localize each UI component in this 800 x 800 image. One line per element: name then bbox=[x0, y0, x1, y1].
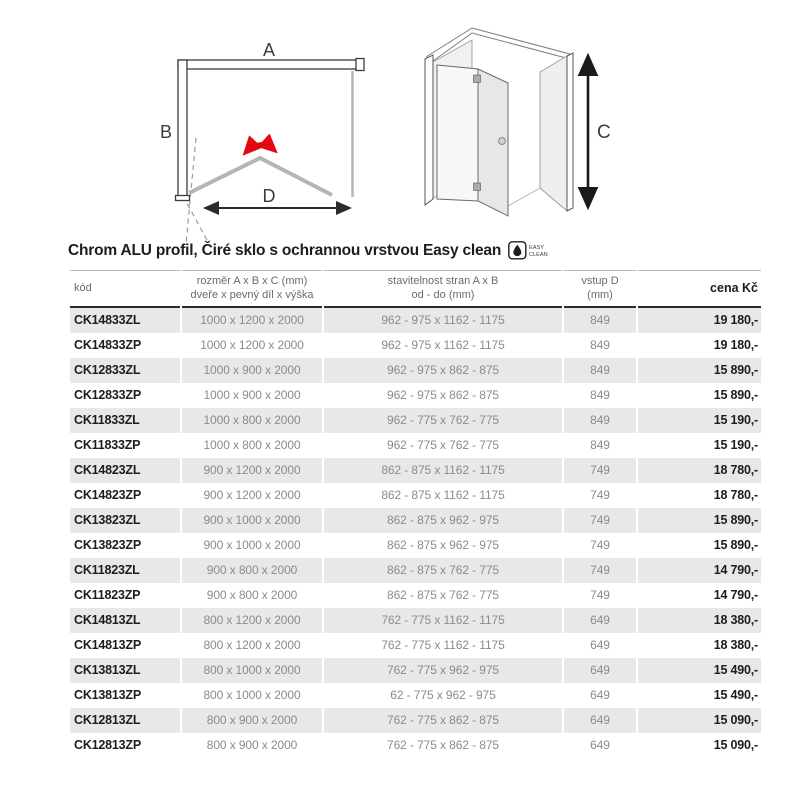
table-row bbox=[70, 508, 761, 533]
header-vstup bbox=[564, 270, 636, 308]
header-stavitelnost bbox=[324, 270, 562, 308]
cell-stavitelnost: 762 - 775 x 962 - 975 bbox=[324, 658, 562, 683]
cell-rozmer: 1000 x 900 x 2000 bbox=[203, 388, 301, 403]
cell-vstup: 649 bbox=[590, 638, 610, 653]
left-wall-strip bbox=[425, 55, 433, 205]
cell-rozmer: 1000 x 1200 x 2000 bbox=[182, 308, 322, 333]
badge-text-easy: EASY bbox=[529, 245, 545, 252]
label-b: B bbox=[159, 122, 173, 142]
price-table-body bbox=[70, 308, 761, 758]
cell-vstup: 849 bbox=[564, 308, 636, 333]
folding-door-top-view-diagram bbox=[60, 20, 400, 252]
cell-stavitelnost: 762 - 775 x 1162 - 1175 bbox=[324, 608, 562, 633]
label-d: D bbox=[262, 186, 276, 206]
cell-stavitelnost: 762 - 775 x 1162 - 1175 bbox=[381, 638, 505, 653]
cell-cena: 15 490,- bbox=[638, 658, 761, 683]
cell-rozmer: 1000 x 800 x 2000 bbox=[203, 438, 301, 453]
floor-edge-line bbox=[508, 188, 540, 206]
cell-vstup: 749 bbox=[564, 508, 636, 533]
cell-rozmer: 800 x 900 x 2000 bbox=[206, 738, 298, 753]
label-a: A bbox=[262, 40, 276, 60]
cell-vstup: 649 bbox=[590, 688, 610, 703]
cell-vstup: 749 bbox=[590, 588, 610, 603]
header-rozmer-line1: rozměr A x B x C (mm) bbox=[196, 275, 308, 287]
cell-kod: CK11823ZL bbox=[70, 558, 180, 583]
cell-kod: CK12833ZL bbox=[70, 358, 180, 383]
cell-vstup: 849 bbox=[564, 408, 636, 433]
cell-kod: CK14833ZP bbox=[74, 338, 141, 353]
cell-stavitelnost: 862 - 875 x 1162 - 1175 bbox=[381, 488, 505, 503]
cell-rozmer: 900 x 1000 x 2000 bbox=[182, 508, 322, 533]
cell-vstup: 749 bbox=[590, 488, 610, 503]
cell-vstup: 749 bbox=[564, 558, 636, 583]
cell-cena: 15 090,- bbox=[713, 738, 758, 753]
cell-rozmer: 900 x 1200 x 2000 bbox=[203, 488, 301, 503]
cell-cena: 19 180,- bbox=[638, 308, 761, 333]
table-row bbox=[70, 583, 761, 608]
header-stavitelnost-line2: od - do (mm) bbox=[411, 289, 475, 302]
cell-stavitelnost: 962 - 975 x 1162 - 1175 bbox=[324, 308, 562, 333]
cell-kod: CK13813ZP bbox=[74, 688, 141, 703]
cell-cena: 15 190,- bbox=[638, 408, 761, 433]
door-hinge-panel bbox=[437, 65, 478, 201]
cell-stavitelnost: 62 - 775 x 962 - 975 bbox=[390, 688, 496, 703]
door-knob-icon bbox=[499, 138, 506, 145]
cell-kod: CK11833ZP bbox=[74, 438, 141, 453]
cell-rozmer: 1000 x 900 x 2000 bbox=[182, 358, 322, 383]
top-wall-profile bbox=[178, 59, 364, 71]
cell-stavitelnost: 862 - 875 x 762 - 775 bbox=[387, 588, 499, 603]
swing-arrow-icon bbox=[247, 143, 273, 151]
cell-stavitelnost: 862 - 875 x 962 - 975 bbox=[324, 508, 562, 533]
cell-vstup: 849 bbox=[564, 358, 636, 383]
table-row bbox=[70, 733, 761, 758]
cell-rozmer: 800 x 1000 x 2000 bbox=[203, 688, 301, 703]
cell-cena: 18 780,- bbox=[638, 458, 761, 483]
cell-kod: CK12813ZL bbox=[70, 708, 180, 733]
cell-vstup: 749 bbox=[590, 538, 610, 553]
table-row bbox=[70, 408, 761, 433]
cell-rozmer: 800 x 900 x 2000 bbox=[182, 708, 322, 733]
cell-rozmer: 900 x 1200 x 2000 bbox=[182, 458, 322, 483]
cell-cena: 15 890,- bbox=[713, 388, 758, 403]
header-cena bbox=[638, 270, 761, 308]
table-row bbox=[70, 608, 761, 633]
label-c: C bbox=[597, 122, 611, 143]
cell-kod: CK12833ZP bbox=[74, 388, 141, 403]
folding-door-panels bbox=[189, 158, 332, 195]
cell-vstup: 649 bbox=[564, 608, 636, 633]
badge-text-clean: CLEAN bbox=[529, 252, 548, 258]
cell-cena: 15 890,- bbox=[713, 538, 758, 553]
table-row bbox=[70, 533, 761, 558]
left-wall-profile bbox=[176, 60, 190, 201]
cell-kod: CK11833ZL bbox=[70, 408, 180, 433]
table-row bbox=[70, 458, 761, 483]
cell-kod: CK13823ZP bbox=[74, 538, 141, 553]
header-rozmer-line2: dveře x pevný díl x výška bbox=[190, 289, 314, 302]
cell-cena: 14 790,- bbox=[713, 588, 758, 603]
table-row bbox=[70, 358, 761, 383]
cell-stavitelnost: 962 - 775 x 762 - 775 bbox=[324, 408, 562, 433]
cell-stavitelnost: 962 - 775 x 762 - 775 bbox=[387, 438, 499, 453]
price-table-header-row bbox=[70, 270, 761, 308]
section-title-row bbox=[68, 241, 556, 260]
header-kod-label: kód bbox=[74, 282, 92, 295]
cell-vstup: 849 bbox=[590, 438, 610, 453]
cell-vstup: 749 bbox=[564, 458, 636, 483]
cell-cena: 15 090,- bbox=[638, 708, 761, 733]
table-row bbox=[70, 308, 761, 333]
cell-kod: CK11823ZP bbox=[74, 588, 141, 603]
cell-kod: CK13813ZL bbox=[70, 658, 180, 683]
table-row bbox=[70, 383, 761, 408]
cell-rozmer: 1000 x 1200 x 2000 bbox=[200, 338, 304, 353]
shower-enclosure-3d-diagram bbox=[400, 15, 640, 243]
table-row bbox=[70, 333, 761, 358]
cell-kod: CK14833ZL bbox=[70, 308, 180, 333]
cell-stavitelnost: 762 - 775 x 862 - 875 bbox=[324, 708, 562, 733]
header-rozmer bbox=[182, 270, 322, 308]
cell-rozmer: 900 x 800 x 2000 bbox=[182, 558, 322, 583]
cell-cena: 18 780,- bbox=[713, 488, 758, 503]
price-table-wrap bbox=[68, 270, 763, 758]
cell-vstup: 649 bbox=[564, 658, 636, 683]
table-row bbox=[70, 708, 761, 733]
cell-vstup: 849 bbox=[590, 388, 610, 403]
table-row bbox=[70, 558, 761, 583]
cell-rozmer: 900 x 800 x 2000 bbox=[206, 588, 298, 603]
cell-stavitelnost: 962 - 975 x 862 - 875 bbox=[387, 388, 499, 403]
table-row bbox=[70, 433, 761, 458]
cell-stavitelnost: 862 - 875 x 762 - 775 bbox=[324, 558, 562, 583]
cell-kod: CK12813ZP bbox=[74, 738, 141, 753]
cell-cena: 15 490,- bbox=[713, 688, 758, 703]
cell-rozmer: 800 x 1000 x 2000 bbox=[182, 658, 322, 683]
cell-stavitelnost: 862 - 875 x 1162 - 1175 bbox=[324, 458, 562, 483]
easy-clean-badge bbox=[508, 241, 556, 260]
price-table bbox=[68, 270, 763, 758]
header-vstup-line1: vstup D bbox=[581, 275, 619, 287]
cell-kod: CK14813ZL bbox=[70, 608, 180, 633]
table-row bbox=[70, 683, 761, 708]
table-row bbox=[70, 658, 761, 683]
cell-kod: CK14823ZP bbox=[74, 488, 141, 503]
cell-vstup: 849 bbox=[590, 338, 610, 353]
cell-rozmer: 800 x 1200 x 2000 bbox=[182, 608, 322, 633]
cell-rozmer: 800 x 1200 x 2000 bbox=[203, 638, 301, 653]
cell-kod: CK14813ZP bbox=[74, 638, 141, 653]
header-vstup-line2: (mm) bbox=[587, 289, 613, 302]
cell-stavitelnost: 762 - 775 x 862 - 875 bbox=[387, 738, 499, 753]
table-row bbox=[70, 633, 761, 658]
cell-stavitelnost: 862 - 875 x 962 - 975 bbox=[387, 538, 499, 553]
cell-cena: 18 380,- bbox=[638, 608, 761, 633]
cell-stavitelnost: 962 - 975 x 1162 - 1175 bbox=[381, 338, 505, 353]
right-wall-strip bbox=[567, 53, 573, 211]
right-glass-panel bbox=[540, 56, 567, 211]
header-kod bbox=[70, 270, 180, 308]
page-title: Chrom ALU profil, Čiré sklo s ochrannou vrstvou Easy clean bbox=[68, 241, 502, 259]
cell-vstup: 649 bbox=[590, 738, 610, 753]
cell-cena: 19 180,- bbox=[713, 338, 758, 353]
cell-kod: CK14823ZL bbox=[70, 458, 180, 483]
header-stavitelnost-line1: stavitelnost stran A x B bbox=[387, 275, 499, 287]
table-row bbox=[70, 483, 761, 508]
cell-cena: 18 380,- bbox=[713, 638, 758, 653]
cell-cena: 15 190,- bbox=[713, 438, 758, 453]
cell-cena: 15 890,- bbox=[638, 358, 761, 383]
cell-vstup: 649 bbox=[564, 708, 636, 733]
cell-stavitelnost: 962 - 975 x 862 - 875 bbox=[324, 358, 562, 383]
cell-rozmer: 900 x 1000 x 2000 bbox=[203, 538, 301, 553]
cell-rozmer: 1000 x 800 x 2000 bbox=[182, 408, 322, 433]
cell-kod: CK13823ZL bbox=[70, 508, 180, 533]
cell-cena: 14 790,- bbox=[638, 558, 761, 583]
header-cena-label: cena Kč bbox=[710, 281, 758, 296]
cell-cena: 15 890,- bbox=[638, 508, 761, 533]
